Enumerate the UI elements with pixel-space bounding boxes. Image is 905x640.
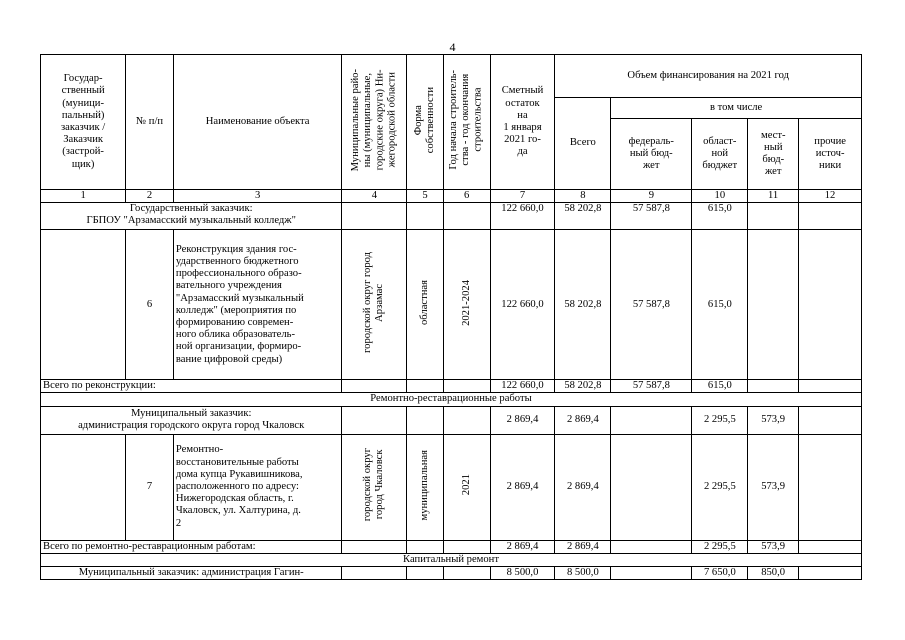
col-number: 4 (342, 190, 407, 203)
col-number: 1 (41, 190, 126, 203)
header-funding: Объем финансирования на 2021 год (555, 55, 862, 98)
total-value: 8 500,0 (555, 567, 611, 580)
subtotal-row (41, 540, 862, 553)
federal-value: 57 587,8 (611, 380, 692, 393)
estimate-value: 2 869,4 (490, 434, 555, 540)
subtotal-label: Всего по реконструкции: (41, 380, 342, 393)
col-number: 6 (443, 190, 490, 203)
row-number: 6 (126, 230, 174, 380)
empty-cell (342, 380, 407, 393)
header-row-1 (41, 55, 862, 98)
col-number: 11 (748, 190, 799, 203)
ownership-cell: областная (407, 230, 444, 380)
section-title: Капитальный ремонт (41, 553, 862, 566)
empty-cell (443, 406, 490, 434)
group-row-municipal-customer (41, 567, 862, 580)
empty-cell (342, 203, 407, 230)
federal-value (611, 567, 692, 580)
other-value (798, 567, 861, 580)
empty-cell (342, 540, 407, 553)
header-customer: Государ- ственный (муници- пальный) заказчик / Заказчик (застрой- щик) (41, 55, 126, 190)
group-row-state-customer (41, 203, 862, 230)
table-row (41, 434, 862, 540)
empty-cell (407, 567, 444, 580)
header-ownership: Форма собственности (407, 55, 444, 190)
other-value (798, 406, 861, 434)
col-number: 2 (126, 190, 174, 203)
regional-value: 7 650,0 (692, 567, 748, 580)
header-other: прочие источ- ники (814, 135, 846, 172)
header-federal: федераль- ный бюд- жет (611, 119, 692, 189)
federal-value: 57 587,8 (611, 203, 692, 230)
section-title: Ремонтно-реставрационные работы (41, 393, 862, 406)
header-object-name: Наименование объекта (173, 55, 341, 190)
col-number: 3 (173, 190, 341, 203)
total-value: 2 869,4 (555, 540, 611, 553)
group-row-municipal-customer (41, 406, 862, 434)
group-label: Муниципальный заказчик: администрация городского округа город Чкаловск (41, 406, 342, 434)
col-number: 10 (692, 190, 748, 203)
ownership-cell: муниципальная (407, 434, 444, 540)
group-label: Муниципальный заказчик: администрация Гагин- (41, 567, 342, 580)
estimate-value: 122 660,0 (490, 230, 555, 380)
object-name: Ремонтно- восстановительные работы дома купца Рукавишникова, расположенного по адресу: Нижегородская область, г. Чкаловск, ул. Халтурина, д. 2 (173, 434, 341, 540)
page-number: 4 (449, 40, 456, 54)
empty-cell (407, 540, 444, 553)
federal-value: 57 587,8 (611, 230, 692, 380)
other-value (798, 203, 861, 230)
district-cell: городской округ город Чкаловск (342, 434, 407, 540)
header-sub-columns (611, 119, 861, 189)
header-district: Муниципальные райо- ны (муниципальные, городские округа) Ни- жегородской области (342, 55, 407, 190)
header-num: № п/п (126, 55, 174, 190)
header-including: в том числе (611, 98, 861, 119)
header-regional: област- ной бюджет (692, 119, 748, 189)
other-value (798, 540, 861, 553)
other-value (798, 230, 861, 380)
subtotal-label: Всего по ремонтно-реставрационным работам: (41, 540, 342, 553)
regional-value: 615,0 (692, 230, 748, 380)
header-total: Всего (555, 98, 611, 190)
local-value: 573,9 (748, 406, 799, 434)
empty-cell (407, 203, 444, 230)
empty-cell (41, 230, 126, 380)
row-number: 7 (126, 434, 174, 540)
empty-cell (407, 380, 444, 393)
local-value: 850,0 (748, 567, 799, 580)
empty-cell (443, 540, 490, 553)
empty-cell (443, 380, 490, 393)
section-row (41, 393, 862, 406)
empty-cell (41, 434, 126, 540)
regional-value: 2 295,5 (692, 406, 748, 434)
estimate-value: 2 869,4 (490, 406, 555, 434)
col-number: 8 (555, 190, 611, 203)
group-label: Государственный заказчик: ГБПОУ "Арзамасский музыкальный колледж" (41, 203, 342, 230)
estimate-value: 2 869,4 (490, 540, 555, 553)
col-number: 7 (490, 190, 555, 203)
years-cell: 2021 (443, 434, 490, 540)
column-numbers-row (41, 190, 862, 203)
estimate-value: 122 660,0 (490, 380, 555, 393)
regional-value: 615,0 (692, 203, 748, 230)
empty-cell (342, 567, 407, 580)
regional-value: 2 295,5 (692, 540, 748, 553)
empty-cell (443, 567, 490, 580)
local-value: 573,9 (748, 540, 799, 553)
federal-value (611, 434, 692, 540)
other-value (798, 380, 861, 393)
local-value (748, 380, 799, 393)
regional-value: 615,0 (692, 380, 748, 393)
empty-cell (342, 406, 407, 434)
estimate-value: 8 500,0 (490, 567, 555, 580)
header-including-block (611, 98, 862, 190)
local-value (748, 203, 799, 230)
total-value: 2 869,4 (555, 434, 611, 540)
federal-value (611, 406, 692, 434)
col-number: 5 (407, 190, 444, 203)
total-value: 58 202,8 (555, 380, 611, 393)
estimate-value: 122 660,0 (490, 203, 555, 230)
years-cell: 2021-2024 (443, 230, 490, 380)
subtotal-row (41, 380, 862, 393)
table-row (41, 230, 862, 380)
total-value: 58 202,8 (555, 203, 611, 230)
object-name: Реконструкция здания гос- ударственного бюджетного профессионального образо- вательного учреждения "Арзамасский музыкальный колледж" (мероприятия по формированию современ- ного облика образователь- ной организации, формиро- вание цифровой среды) (173, 230, 341, 380)
regional-value: 2 295,5 (692, 434, 748, 540)
other-value (798, 434, 861, 540)
section-row (41, 553, 862, 566)
col-number: 9 (611, 190, 692, 203)
empty-cell (443, 203, 490, 230)
header-estimate: Сметный остаток на 1 января 2021 го- да (490, 55, 555, 190)
header-local: мест- ный бюд- жет (748, 119, 799, 189)
header-years: Год начала строитель- ства - год окончания строительства (443, 55, 490, 190)
district-cell: городской округ город Арзамас (342, 230, 407, 380)
local-value: 573,9 (748, 434, 799, 540)
total-value: 2 869,4 (555, 406, 611, 434)
financing-table (40, 54, 862, 580)
col-number: 12 (798, 190, 861, 203)
empty-cell (407, 406, 444, 434)
total-value: 58 202,8 (555, 230, 611, 380)
local-value (748, 230, 799, 380)
federal-value (611, 540, 692, 553)
